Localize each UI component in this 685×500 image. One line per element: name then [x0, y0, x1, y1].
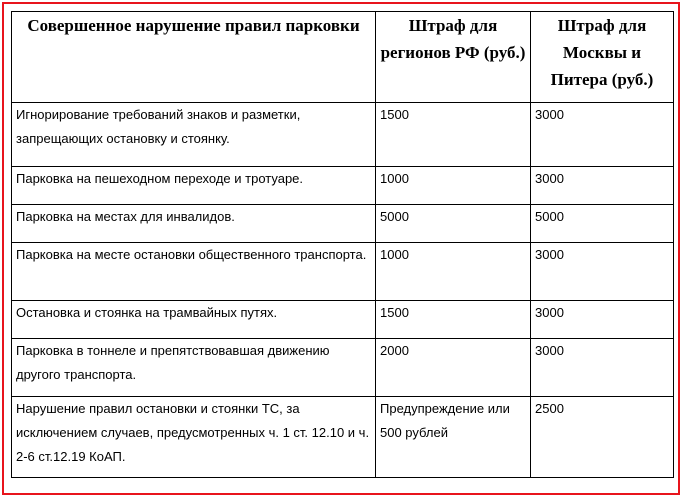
- fine-moscow-spb-cell: 2500: [531, 397, 674, 478]
- fine-regions-cell: Предупреждение или 500 рублей: [376, 397, 531, 478]
- fine-regions-cell: 1000: [376, 167, 531, 205]
- fine-moscow-spb-cell: 5000: [531, 205, 674, 243]
- header-fine-moscow-spb: Штраф для Москвы и Питера (руб.): [531, 12, 674, 103]
- fine-regions-cell: 5000: [376, 205, 531, 243]
- fine-moscow-spb-cell: 3000: [531, 167, 674, 205]
- red-frame: [2, 2, 680, 495]
- fine-moscow-spb-cell: 3000: [531, 243, 674, 301]
- violation-cell: Парковка на месте остановки общественного транспорта.: [12, 243, 376, 301]
- table-row: [12, 167, 674, 205]
- table-row: [12, 301, 674, 339]
- fine-moscow-spb-cell: 3000: [531, 103, 674, 167]
- fine-moscow-spb-cell: 3000: [531, 339, 674, 397]
- table-row: [12, 103, 674, 167]
- fine-regions-cell: 1500: [376, 301, 531, 339]
- violation-cell: Игнорирование требований знаков и разметки, запрещающих остановку и стоянку.: [12, 103, 376, 167]
- table-row: [12, 339, 674, 397]
- violation-cell: Парковка в тоннеле и препятствовавшая движению другого транспорта.: [12, 339, 376, 397]
- violation-cell: Парковка на пешеходном переходе и тротуаре.: [12, 167, 376, 205]
- fine-moscow-spb-cell: 3000: [531, 301, 674, 339]
- table-row: [12, 205, 674, 243]
- header-fine-regions: Штраф для регионов РФ (руб.): [376, 12, 531, 103]
- table-header-row: [12, 12, 674, 103]
- violation-cell: Нарушение правил остановки и стоянки ТС, за исключением случаев, предусмотренных ч. 1 ст. 12.10 и ч. 2-6 ст.12.19 КоАП.: [12, 397, 376, 478]
- parking-fines-table: [11, 11, 674, 478]
- table-row: [12, 243, 674, 301]
- violation-cell: Парковка на местах для инвалидов.: [12, 205, 376, 243]
- violation-cell: Остановка и стоянка на трамвайных путях.: [12, 301, 376, 339]
- table-row: [12, 397, 674, 478]
- fine-regions-cell: 2000: [376, 339, 531, 397]
- fine-regions-cell: 1000: [376, 243, 531, 301]
- fine-regions-cell: 1500: [376, 103, 531, 167]
- header-violation: Совершенное нарушение правил парковки: [12, 12, 376, 103]
